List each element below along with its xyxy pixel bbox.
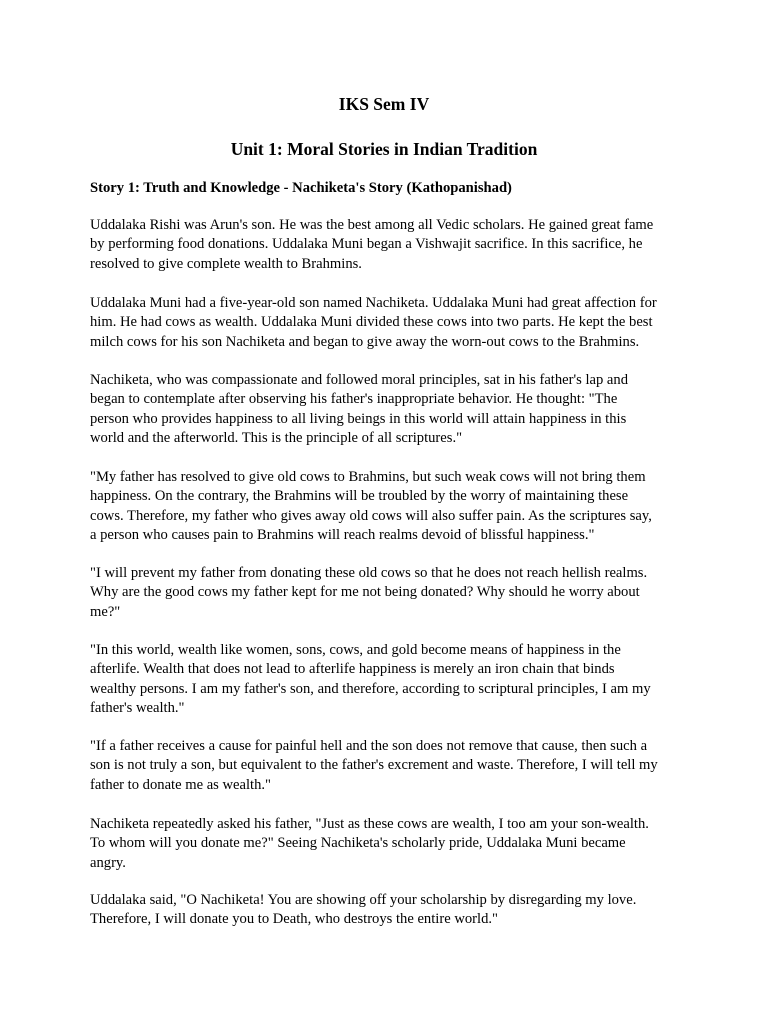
text-line: by performing food donations. Uddalaka Muni began a Vishwajit sacrifice. In this sacrifice, he bbox=[90, 236, 643, 253]
text-line: a person who causes pain to Brahmins will reach realms devoid of blissful happiness." bbox=[90, 527, 595, 544]
text-line: Uddalaka said, "O Nachiketa! You are showing off your scholarship by disregarding my love. bbox=[90, 892, 637, 908]
text-line: Nachiketa, who was compassionate and followed moral principles, sat in his father's lap and bbox=[90, 372, 628, 388]
paragraph bbox=[90, 641, 690, 719]
paragraph bbox=[90, 815, 690, 873]
text-line: To whom will you donate me?" Seeing Nachiketa's scholarly pride, Uddalaka Muni became bbox=[90, 835, 626, 852]
text-line: wealthy persons. I am my father's son, and therefore, according to scriptural principles, I am my bbox=[90, 680, 651, 697]
unit-title: Unit 1: Moral Stories in Indian Tradition bbox=[230, 139, 538, 159]
text-line: person who provides happiness to all living beings in this world will attain happiness in this bbox=[90, 410, 627, 427]
text-line: cows. Therefore, my father who gives away old cows will also suffer pain. As the scriptures say, bbox=[90, 507, 652, 524]
text-line: world and the afterworld. This is the principle of all scriptures." bbox=[90, 430, 463, 447]
text-line: happiness. On the contrary, the Brahmins will be troubled by the worry of maintaining these bbox=[90, 488, 629, 505]
paragraph bbox=[90, 294, 690, 352]
text-line: milch cows for his son Nachiketa and began to give away the worn-out cows to the Brahmins. bbox=[90, 333, 640, 350]
text-line: Therefore, I will donate you to Death, who destroys the entire world." bbox=[90, 911, 498, 928]
text-line: father to donate me as wealth." bbox=[90, 776, 272, 793]
text-line: son is not truly a son, but equivalent to the father's excrement and waste. Therefore, I will tell my bbox=[90, 757, 658, 774]
paragraph bbox=[90, 737, 690, 795]
paragraph bbox=[90, 371, 690, 449]
text-line: "If a father receives a cause for painful hell and the son does not remove that cause, then such a bbox=[90, 738, 648, 754]
text-line: "I will prevent my father from donating these old cows so that he does not reach hellish realms. bbox=[90, 565, 648, 581]
text-line: "In this world, wealth like women, sons, cows, and gold become means of happiness in the bbox=[90, 642, 621, 658]
text-line: angry. bbox=[90, 854, 126, 871]
text-line: me?" bbox=[90, 603, 121, 620]
text-line: Nachiketa repeatedly asked his father, "Just as these cows are wealth, I too am your son-wealth. bbox=[90, 816, 649, 832]
paragraph bbox=[90, 468, 690, 546]
document-title: IKS Sem IV bbox=[338, 94, 430, 114]
text-line: "My father has resolved to give old cows to Brahmins, but such weak cows will not bring them bbox=[90, 469, 646, 485]
paragraph bbox=[90, 564, 690, 622]
text-line: Uddalaka Rishi was Arun's son. He was the best among all Vedic scholars. He gained great fame bbox=[90, 217, 654, 233]
paragraph bbox=[90, 891, 690, 930]
text-line: began to contemplate after observing his father's inappropriate behavior. He thought: "The bbox=[90, 391, 618, 408]
story-heading: Story 1: Truth and Knowledge - Nachiketa's Story (Kathopanishad) bbox=[90, 180, 512, 196]
text-line: him. He had cows as wealth. Uddalaka Muni divided these cows into two parts. He kept the best bbox=[90, 314, 653, 331]
text-line: Why are the good cows my father kept for me not being donated? Why should he worry about bbox=[90, 584, 640, 601]
text-line: father's wealth." bbox=[90, 700, 185, 717]
paragraph bbox=[90, 216, 690, 274]
text-line: Uddalaka Muni had a five-year-old son named Nachiketa. Uddalaka Muni had great affection for bbox=[90, 295, 657, 311]
text-line: afterlife. Wealth that does not lead to afterlife happiness is merely an iron chain that binds bbox=[90, 661, 615, 678]
text-line: resolved to give complete wealth to Brahmins. bbox=[90, 255, 362, 272]
